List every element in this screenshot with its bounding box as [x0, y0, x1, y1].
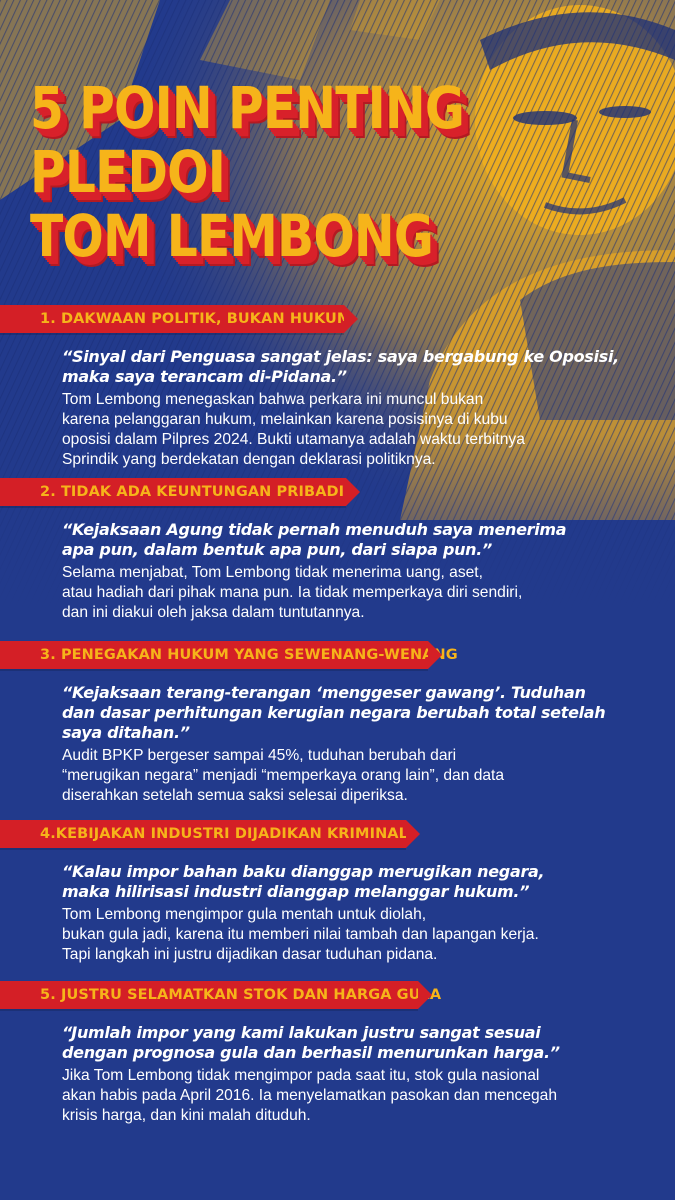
point-3	[0, 641, 675, 806]
point-heading: 4.KEBIJAKAN INDUSTRI DIJADIKAN KRIMINAL	[40, 826, 408, 842]
body-line: Selama menjabat, Tom Lembong tidak menerima uang, aset,	[62, 564, 483, 581]
point-body	[62, 1066, 662, 1126]
body-line: krisis harga, dan kini malah dituduh.	[62, 1107, 311, 1124]
quote-line: dan dasar perhitungan kerugian negara berubah total setelah	[62, 703, 606, 722]
point-heading-banner	[0, 981, 442, 1009]
point-heading-banner	[0, 820, 406, 848]
point-quote	[62, 347, 662, 387]
point-body	[62, 390, 662, 470]
body-line: akan habis pada April 2016. Ia menyelamatkan pasokan dan mencegah	[62, 1087, 558, 1104]
quote-line: “Kalau impor bahan baku dianggap merugikan negara,	[62, 862, 545, 881]
title-line: 5 POIN PENTING	[30, 74, 464, 142]
page-title	[30, 76, 467, 268]
body-line: bukan gula jadi, karena itu memberi nilai tambah dan lapangan kerja.	[62, 926, 539, 943]
quote-line: saya ditahan.”	[62, 723, 190, 742]
body-line: “merugikan negara” menjadi “memperkaya orang lain”, dan data	[62, 767, 505, 784]
body-line: atau hadiah dari pihak mana pun. Ia tidak memperkaya diri sendiri,	[62, 584, 523, 601]
quote-line: maka saya terancam di-Pidana.”	[62, 367, 347, 386]
point-heading: 3. PENEGAKAN HUKUM YANG SEWENANG-WENANG	[40, 647, 458, 663]
body-line: Tom Lembong menegaskan bahwa perkara ini muncul bukan	[62, 391, 484, 408]
body-line: Jika Tom Lembong tidak mengimpor pada saat itu, stok gula nasional	[62, 1067, 540, 1084]
title-line: TOM LEMBONG	[30, 202, 433, 270]
point-body	[62, 905, 662, 965]
point-heading-banner	[0, 305, 352, 333]
point-quote	[62, 1023, 662, 1063]
point-5	[0, 981, 675, 1126]
quote-line: “Sinyal dari Penguasa sangat jelas: saya bergabung ke Oposisi,	[62, 347, 619, 366]
body-line: Tom Lembong mengimpor gula mentah untuk diolah,	[62, 906, 427, 923]
quote-line: “Jumlah impor yang kami lakukan justru sangat sesuai	[62, 1023, 541, 1042]
point-quote	[62, 683, 662, 743]
point-heading: 5. JUSTRU SELAMATKAN STOK DAN HARGA GULA	[40, 987, 442, 1003]
point-quote	[62, 862, 662, 902]
point-heading-banner	[0, 478, 346, 506]
body-line: Sprindik yang berdekatan dengan deklarasi politiknya.	[62, 451, 436, 468]
body-line: dan ini diakui oleh jaksa dalam tuntutannya.	[62, 604, 365, 621]
quote-line: “Kejaksaan Agung tidak pernah menuduh saya menerima	[62, 520, 567, 539]
point-heading: 2. TIDAK ADA KEUNTUNGAN PRIBADI	[40, 484, 345, 500]
body-line: karena pelanggaran hukum, melainkan karena posisinya di kubu	[62, 411, 508, 428]
point-heading-banner	[0, 641, 458, 669]
quote-line: maka hilirisasi industri dianggap melanggar hukum.”	[62, 882, 530, 901]
point-1	[0, 305, 675, 470]
point-2	[0, 478, 675, 623]
body-line: Tapi langkah ini justru dijadikan dasar tuduhan pidana.	[62, 946, 438, 963]
quote-line: dengan prognosa gula dan berhasil menurunkan harga.”	[62, 1043, 560, 1062]
body-line: Audit BPKP bergeser sampai 45%, tuduhan berubah dari	[62, 747, 457, 764]
point-4	[0, 820, 675, 965]
point-body	[62, 563, 662, 623]
title-line: PLEDOI	[30, 138, 225, 206]
quote-line: “Kejaksaan terang-terangan ‘menggeser gawang’. Tuduhan	[62, 683, 586, 702]
point-body	[62, 746, 662, 806]
point-quote	[62, 520, 662, 560]
body-line: diserahkan setelah semua saksi selesai diperiksa.	[62, 787, 408, 804]
point-heading: 1. DAKWAAN POLITIK, BUKAN HUKUM	[40, 311, 352, 327]
body-line: oposisi dalam Pilpres 2024. Bukti utamanya adalah waktu terbitnya	[62, 431, 525, 448]
quote-line: apa pun, dalam bentuk apa pun, dari siapa pun.”	[62, 540, 493, 559]
